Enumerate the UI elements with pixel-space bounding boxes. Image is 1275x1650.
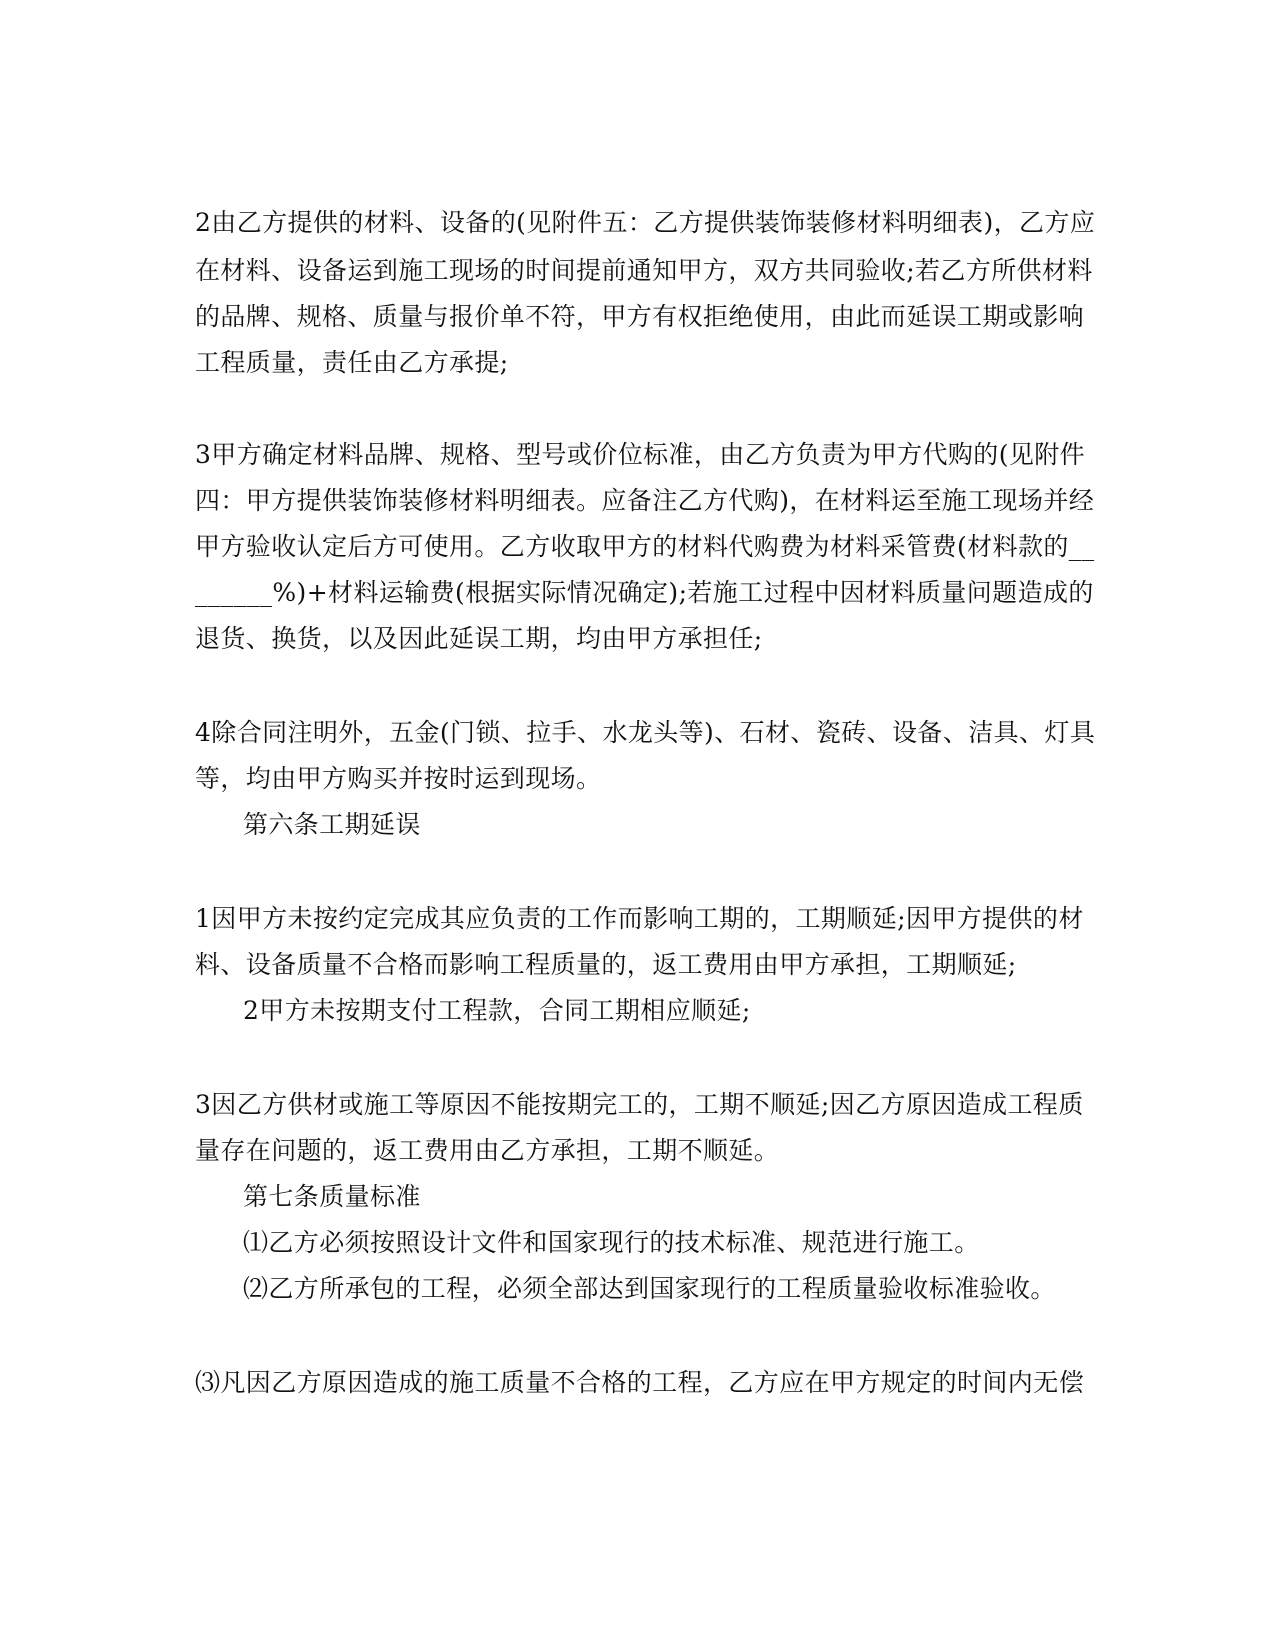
- clause-2-line-3: 的品牌、规格、质量与报价单不符，甲方有权拒绝使用，由此而延误工期或影响: [195, 302, 1085, 331]
- article-6-item-3-line-2: 量存在问题的，返工费用由乙方承担，工期不顺延。: [195, 1136, 780, 1165]
- clause-2-line-2: 在材料、设备运到施工现场的时间提前通知甲方，双方共同验收;若乙方所供材料: [195, 256, 1093, 285]
- article-6-item-1-line-1: 1因甲方未按约定完成其应负责的工作而影响工期的，工期顺延;因甲方提供的材: [195, 904, 1084, 933]
- article-7-item-1: ⑴乙方必须按照设计文件和国家现行的技术标准、规范进行施工。: [243, 1228, 980, 1257]
- clause-4-line-2: 等，均由甲方购买并按时运到现场。: [195, 764, 602, 793]
- clause-2-line-1: 2由乙方提供的材料、设备的(见附件五：乙方提供装饰装修材料明细表)，乙方应: [195, 208, 1096, 237]
- clause-3-line-3: 甲方验收认定后方可使用。乙方收取甲方的材料代购费为材料采管费(材料款的__: [195, 532, 1095, 561]
- article-6-item-1-line-2: 料、设备质量不合格而影响工程质量的，返工费用由甲方承担，工期顺延;: [195, 950, 1017, 979]
- article-7-heading: 第七条质量标准: [243, 1182, 421, 1211]
- clause-3-line-4: ______%)+材料运输费(根据实际情况确定);若施工过程中因材料质量问题造成的: [195, 578, 1094, 607]
- article-6-item-3-line-1: 3因乙方供材或施工等原因不能按期完工的，工期不顺延;因乙方原因造成工程质: [195, 1090, 1084, 1119]
- clause-2-line-4: 工程质量，责任由乙方承提;: [195, 348, 509, 377]
- clause-3-line-2: 四：甲方提供装饰装修材料明细表。应备注乙方代购)，在材料运至施工现场并经: [195, 486, 1095, 515]
- clause-3-line-1: 3甲方确定材料品牌、规格、型号或价位标准，由乙方负责为甲方代购的(见附件: [195, 440, 1086, 469]
- article-7-item-2: ⑵乙方所承包的工程，必须全部达到国家现行的工程质量验收标准验收。: [243, 1274, 1056, 1303]
- article-6-item-2: 2甲方未按期支付工程款，合同工期相应顺延;: [243, 996, 751, 1025]
- article-7-item-3-line-1: ⑶凡因乙方原因造成的施工质量不合格的工程，乙方应在甲方规定的时间内无偿: [195, 1368, 1085, 1397]
- clause-4-line-1: 4除合同注明外，五金(门锁、拉手、水龙头等)、石材、瓷砖、设备、洁具、灯具: [195, 718, 1096, 747]
- clause-3-line-5: 退货、换货，以及因此延误工期，均由甲方承担任;: [195, 624, 763, 653]
- article-6-heading: 第六条工期延误: [243, 810, 421, 839]
